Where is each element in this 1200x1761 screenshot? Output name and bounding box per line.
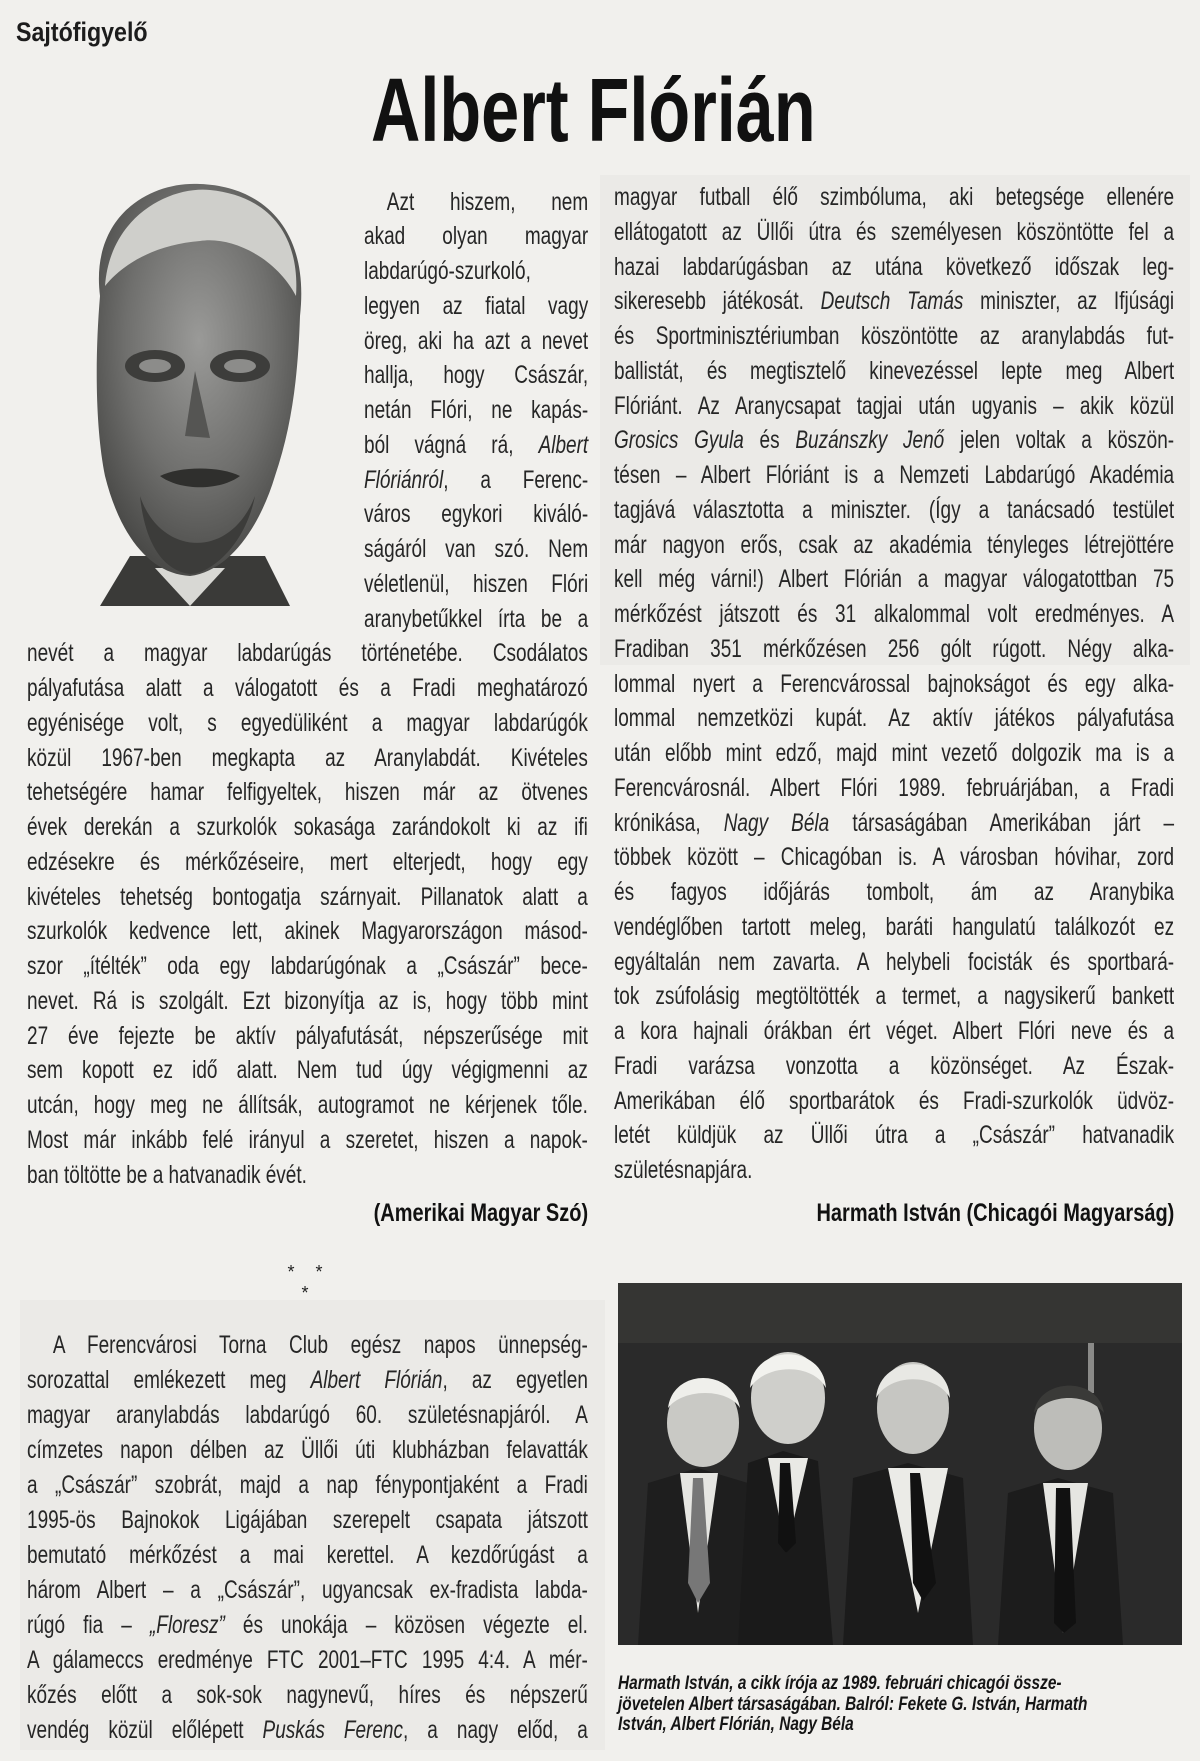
bottom-article-text [27, 1328, 588, 1748]
text-run: ban töltötte be a hatvanadik évét. [27, 1160, 307, 1189]
text-run: netán Flóri, ne kapás- [364, 396, 589, 424]
text-run: tehetségére hamar felfigyeltek, hiszen már az ötvenes [27, 778, 588, 807]
text-run: vendéglőben tartott meleg, baráti hangulatú találkozót ez [614, 912, 1175, 941]
text-run: bemutató mérkőzést a mai kerettel. A kezdőrúgást a [27, 1540, 588, 1569]
text-run: magyar futball élő szimbóluma, aki betegsége ellenére [614, 183, 1175, 211]
text-line [614, 875, 1174, 910]
text-run: véletlenül, hiszen Flóri [364, 569, 589, 598]
caption-line: Harmath István, a cikk írója az 1989. februári chicagói össze- [618, 1672, 1062, 1694]
text-run: többek között – Chicagóban is. A városban hóvihar, zord [614, 843, 1175, 872]
left-column-narrow-text [364, 185, 588, 637]
text-run: Flóriánt. Az Aranycsapat tagjai után ugyanis – akik közül [614, 391, 1175, 420]
text-run: krónikása, [614, 808, 724, 837]
text-line [364, 219, 588, 254]
text-line [27, 1468, 588, 1503]
text-run: város egykori kiváló- [364, 500, 589, 529]
text-run: rúgó fia – [27, 1610, 150, 1639]
caption-line: István, Albert Flórián, Nagy Béla [618, 1713, 854, 1735]
text-line [27, 949, 588, 984]
caption-line: jövetelen Albert társaságában. Balról: Fekete G. István, Harmath [618, 1692, 1088, 1715]
text-run: kivételes tehetség bontogatja szárnyait. Pillanatok alatt a [27, 882, 588, 911]
group-photo [618, 1283, 1182, 1645]
text-line [27, 1433, 588, 1468]
text-run: sem kopott ez idő alatt. Nem tud úgy végigmenni az [27, 1056, 588, 1085]
text-line [27, 1503, 588, 1538]
text-line [614, 1049, 1174, 1084]
text-line [27, 1158, 588, 1193]
text-line [364, 185, 588, 220]
text-run: lommal nyert a Ferencvárossal bajnokságot és egy alka- [614, 669, 1175, 698]
text-line [614, 284, 1174, 319]
text-run: közül 1967-ben megkapta az Aranylabdát. Kivételes [27, 743, 588, 772]
text-line [614, 945, 1174, 980]
text-run: címzetes napon délben az Üllői úti klubházban felavatták [27, 1435, 588, 1464]
text-run: születésnapjára. [614, 1156, 753, 1184]
text-run: labdarúgó-szurkoló, [364, 257, 531, 285]
text-line [614, 701, 1174, 736]
text-line [27, 671, 588, 706]
text-line [614, 840, 1174, 875]
emphasized-name: Puskás Ferenc [262, 1715, 404, 1744]
text-line [27, 1643, 588, 1678]
text-run: hazai labdarúgásban az utána következő időszak leg- [614, 252, 1175, 281]
text-line [27, 845, 588, 880]
text-line [27, 1678, 588, 1713]
text-run: szurkolók kedvence lett, akinek Magyarországon másod- [27, 917, 588, 946]
text-run: , a Ferenc- [443, 465, 589, 494]
emphasized-name: Buzánszky Jenő [795, 426, 945, 455]
text-line [614, 354, 1174, 389]
emphasized-name: „Floresz” [149, 1610, 225, 1639]
text-line [364, 289, 588, 324]
text-run: Azt hiszem, nem [386, 187, 589, 216]
left-column-text [27, 636, 588, 1192]
text-run: tok zsúfolásig megtöltötték a termet, a nagysikerű bankett [614, 982, 1175, 1011]
text-line [27, 1019, 588, 1054]
text-run: A gálameccs eredménye FTC 2001–FTC 1995 4:4. A mér- [27, 1645, 588, 1674]
text-run: letét küldjük az Üllői útra a „Császár” hatvanadik [614, 1121, 1175, 1150]
text-line [614, 319, 1174, 354]
text-line [27, 1398, 588, 1433]
text-run: kőzés előtt a sok-sok nagynevű, híres és népszerű [27, 1680, 588, 1709]
text-run: legyen az fiatal vagy [364, 291, 589, 320]
text-run: Ferencvárosnál. Albert Flóri 1989. februárjában, a Fradi [614, 773, 1175, 802]
emphasized-name: Albert [538, 430, 589, 459]
text-line [614, 528, 1174, 563]
text-run: nevet. Rá is szolgált. Ezt bizonyítja az is, hogy több mint [27, 986, 588, 1015]
emphasized-name: Deutsch Tamás [820, 287, 964, 316]
text-line [614, 771, 1174, 806]
text-run: A Ferencvárosi Torna Club egész napos ünnepség- [52, 1330, 588, 1359]
text-line [27, 1713, 588, 1748]
text-line [364, 463, 588, 498]
text-run: és [743, 426, 796, 455]
text-line [364, 532, 588, 567]
text-line [27, 1328, 588, 1363]
text-line [614, 806, 1174, 841]
text-run: vendég közül előlépett [27, 1715, 263, 1744]
text-run: 27 éve fejezte be aktív pályafutását, népszerűsége mit [27, 1021, 588, 1050]
text-run: ballistát, és megtisztelő kinevezéssel lepte meg Albert [614, 356, 1175, 385]
emphasized-name: Grosics Gyula [614, 426, 744, 455]
text-line [27, 984, 588, 1019]
text-run: már nagyon erős, csak az akadémia tényleges létrejöttére [614, 530, 1175, 559]
text-line [614, 597, 1174, 632]
text-line [27, 741, 588, 776]
text-run: jelen voltak a köszön- [944, 426, 1175, 455]
text-line [27, 810, 588, 845]
text-run: sikeresebb játékosát. [614, 287, 821, 316]
text-run: Fradi varázsa vonzotta a közönséget. Az Észak- [614, 1051, 1175, 1080]
text-run: magyar aranylabdás labdarúgó 60. születésnapjáról. A [27, 1400, 588, 1429]
text-line [27, 1053, 588, 1088]
text-run: tésen – Albert Flóriánt is a Nemzeti Labdarúgó Akadémia [614, 461, 1175, 489]
text-line [364, 567, 588, 602]
text-run: tagjává választotta a miniszter. (Így a tanácsadó testület [614, 495, 1175, 524]
text-line [364, 254, 588, 289]
text-line [614, 423, 1174, 458]
text-line [27, 880, 588, 915]
text-line [27, 1123, 588, 1158]
right-column-text [614, 180, 1174, 1188]
text-line [27, 1538, 588, 1573]
text-run: hallja, hogy Császár, [364, 361, 589, 390]
text-run: Amerikában élő sportbarátok és Fradi-szurkolók üdvöz- [614, 1086, 1175, 1115]
text-line [364, 602, 588, 637]
text-run: 1995-ös Bajnokok Ligájában szerepelt csapata játszott [27, 1505, 588, 1534]
text-run: a kora hajnali órákban ért véget. Albert Flóri neve és a [614, 1017, 1175, 1045]
text-run: és fagyos időjárás tombolt, ám az Aranybika [614, 878, 1175, 906]
text-run: három Albert – a „Császár”, ugyancsak ex-fradista labda- [27, 1575, 588, 1604]
text-run: pályafutása alatt a válogatott és a Fradi meghatározó [27, 674, 588, 703]
text-run: után előbb mint edző, majd mint vezető dolgozik ma is a [614, 739, 1175, 767]
text-run: , a nagy előd, a [403, 1715, 588, 1744]
portrait-photo [60, 176, 322, 614]
text-line [364, 393, 588, 428]
text-line [27, 1088, 588, 1123]
text-line [614, 1084, 1174, 1119]
text-run: aranybetűkkel írta be a [364, 604, 589, 633]
text-run: miniszter, az Ifjúsági [963, 287, 1175, 316]
text-line [27, 636, 588, 671]
text-line [614, 632, 1174, 667]
text-line [614, 979, 1174, 1014]
text-line [614, 1118, 1174, 1153]
text-run: ellátogatott az Üllői útra és személyesen köszöntötte fel a [614, 217, 1175, 246]
emphasized-name: Flóriánról [364, 465, 444, 494]
text-line [614, 389, 1174, 424]
text-run: sorozattal emlékezett meg [27, 1365, 311, 1394]
text-run: mérkőzést játszott és 31 alkalommal volt eredményes. A [614, 600, 1175, 628]
text-run: öreg, aki ha azt a nevet [364, 326, 589, 355]
text-line [614, 736, 1174, 771]
text-run: társaságában Amerikában járt – [829, 808, 1175, 837]
photo-caption [618, 1673, 1179, 1735]
text-line [364, 497, 588, 532]
text-line [27, 914, 588, 949]
section-separator: * * * [287, 1262, 331, 1303]
text-line [614, 1014, 1174, 1049]
section-label: Sajtófigyelő [16, 17, 148, 47]
text-run: évek derekán a szurkolók sokasága zarándokolt ki az ifi [27, 813, 588, 842]
text-run: nevét a magyar labdarúgás történetébe. Csodálatos [27, 639, 588, 668]
text-line [614, 458, 1174, 493]
emphasized-name: Nagy Béla [723, 808, 830, 837]
text-line [27, 1608, 588, 1643]
text-line [27, 706, 588, 741]
text-run: ságáról van szó. Nem [364, 535, 589, 563]
text-line [364, 428, 588, 463]
text-line [614, 250, 1174, 285]
text-run: , az egyetlen [442, 1365, 588, 1394]
text-run: egyáltalán nem zavarta. A helybeli focisták és sportbará- [614, 947, 1175, 976]
text-line [27, 1573, 588, 1608]
text-run: edzésekre és mérkőzéseire, mert elterjedt, hogy egy [27, 847, 588, 876]
text-run: ból vágná rá, [364, 430, 539, 459]
text-run: Most már inkább felé irányul a szeretet, hiszen a napok- [27, 1125, 588, 1154]
text-line [614, 667, 1174, 702]
text-run: és Sportminisztériumban köszöntötte az aranylabdás fut- [614, 322, 1175, 350]
text-line [614, 180, 1174, 215]
text-line [364, 358, 588, 393]
text-run: szor „ítélték” oda egy labdarúgónak a „Császár” bece- [27, 952, 588, 981]
text-line [614, 1153, 1174, 1188]
text-run: lommal nemzetközi kupát. Az aktív játékos pályafutása [614, 704, 1175, 733]
text-run: a „Császár” szobrát, majd a nap fénypontjaként a Fradi [27, 1470, 588, 1499]
text-line [614, 493, 1174, 528]
text-run: és unokája – közösen végezte el. [224, 1610, 588, 1639]
text-line [27, 1363, 588, 1398]
text-line [614, 215, 1174, 250]
text-line [614, 910, 1174, 945]
text-line [614, 562, 1174, 597]
right-author-signature: Harmath István (Chicagói Magyarság) [816, 1199, 1174, 1227]
left-source-signature: (Amerikai Magyar Szó) [373, 1199, 588, 1227]
article-title: Albert Flórián [371, 61, 816, 161]
text-line [364, 324, 588, 359]
text-run: utcán, hogy meg ne állítsák, autogramot ne kérjenek tőle. [27, 1091, 588, 1120]
text-run: kell még várni!) Albert Flórián a magyar válogatottban 75 [614, 565, 1175, 594]
text-run: akad olyan magyar [364, 222, 589, 251]
text-run: Fradiban 351 mérkőzésen 256 gólt rúgott. Négy alka- [614, 634, 1175, 663]
emphasized-name: Albert Flórián [310, 1365, 443, 1394]
text-line [27, 775, 588, 810]
text-run: egyénisége volt, s egyedüliként a magyar labdarúgók [27, 708, 588, 737]
